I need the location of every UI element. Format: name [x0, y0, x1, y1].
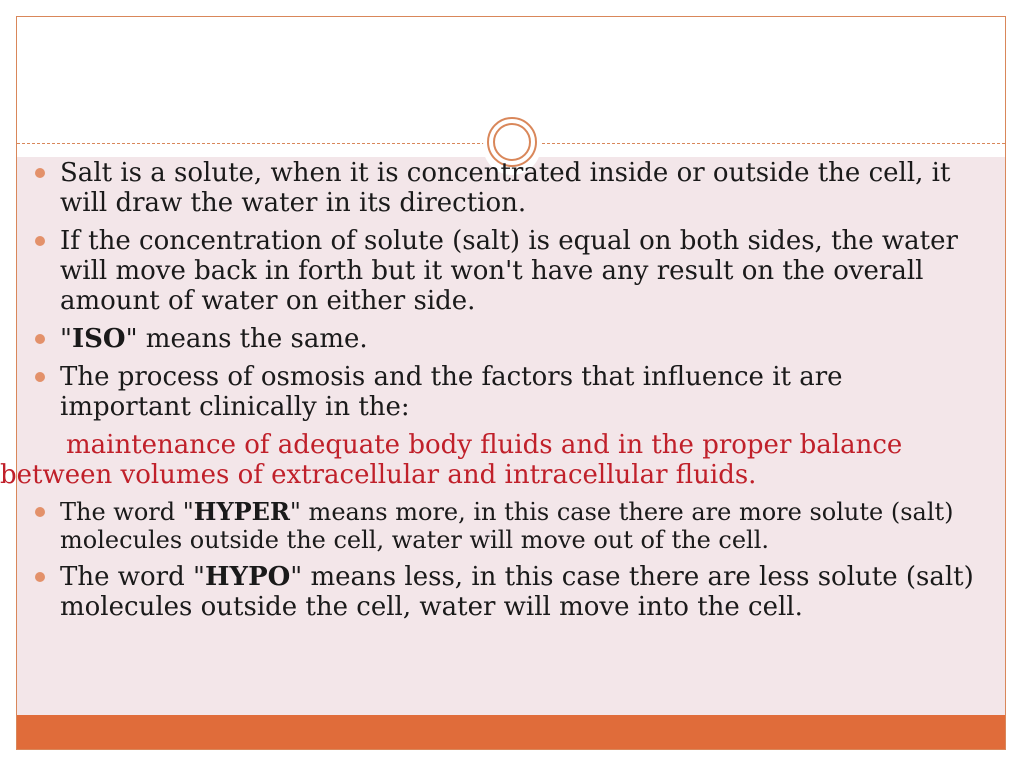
bullet-text-bold: HYPER [193, 497, 290, 526]
bullet-dot-icon [35, 236, 45, 246]
bullet-dot-icon [35, 507, 45, 517]
bullet-dot-icon [35, 334, 45, 344]
bullet-item [28, 498, 978, 554]
bullet-item [28, 226, 978, 316]
bullet-dot-icon [35, 168, 45, 178]
bullet-text: Salt is a solute, when it is concentrated inside or outside the cell, it will draw the water in its direction. [60, 158, 951, 218]
bullet-text-bold: ISO [71, 324, 126, 354]
bullet-item [28, 158, 978, 218]
slide-body [0, 158, 978, 630]
circle-ornament-inner [493, 123, 531, 161]
highlight-text: maintenance of adequate body fluids and in the proper balance between volumes of extracellular and intracellular fluids. [0, 430, 903, 490]
bullet-text-pre: The word " [60, 498, 194, 526]
bullet-text-bold: HYPO [204, 562, 291, 592]
bullet-text-post: " means less, in this case there are less solute (salt) molecules outside the cell, water will move into the cell. [60, 562, 974, 622]
bullet-dot-icon [35, 572, 45, 582]
bullet-item [28, 562, 978, 622]
bullet-dot-icon [35, 372, 45, 382]
bullet-text-post: " means the same. [125, 324, 368, 354]
bullet-text-post: " means more, in this case there are more solute (salt) molecules outside the cell, water will move out of the cell. [60, 498, 954, 554]
bullet-text: The process of osmosis and the factors that influence it are important clinically in the: [60, 362, 843, 422]
bullet-item [28, 362, 978, 422]
bullet-text-pre: The word " [60, 562, 205, 592]
bullet-text: If the concentration of solute (salt) is equal on both sides, the water will move back in forth but it won't have any result on the overall amount of water on either side. [60, 226, 958, 316]
bullet-text-pre: " [60, 324, 72, 354]
footer-bar [17, 715, 1005, 749]
bullet-item [28, 324, 978, 354]
